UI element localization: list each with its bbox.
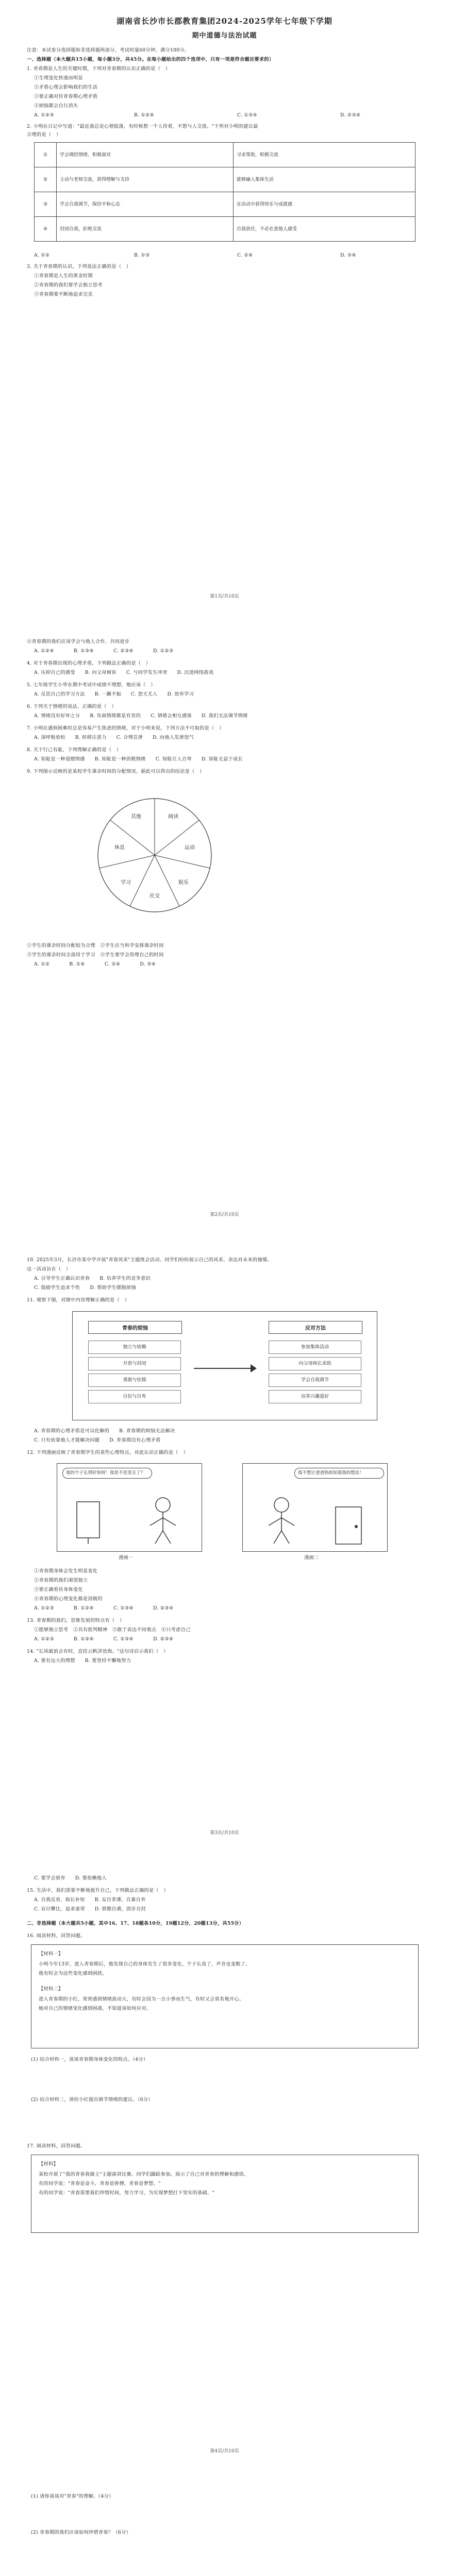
q9-option: ③学生的课余时间全部用于学习 ④学生要学会管理自己的时间	[27, 952, 164, 958]
material-label: 【材料一】	[39, 1951, 63, 1957]
material-text: 她对自己的情绪变化感到困惑，不知道该如何应对。	[39, 2006, 152, 2011]
page-footer: 第4页/共10页	[210, 2449, 239, 2454]
table-cell: 能够融入集体生活	[234, 167, 415, 192]
speech-bubble: 我不想让爸爸妈妈知道我的想法！	[294, 1468, 384, 1479]
q11-stem: 11. 观察下图，对图中内容理解正确的是（ ）	[27, 1297, 129, 1303]
page-footer: 第1页/共10页	[210, 594, 239, 599]
diagram-item: 自信与自卑	[88, 1390, 181, 1403]
diagram-right-title: 应对方法	[269, 1321, 362, 1334]
q1-choice-c: C. ①③④	[237, 112, 258, 118]
pie-label: 学习	[121, 880, 131, 886]
door-icon	[325, 1505, 377, 1546]
page-footer: 第2页/共10页	[210, 1212, 239, 1217]
material-text: 他有时会为这些变化感到困扰。	[39, 1971, 107, 1976]
table-cell: 自我放任，不必在意他人感受	[234, 217, 415, 242]
q14-stem: 14. "长风破浪会有时，直挂云帆济沧海。"这句诗启示我们（ ）	[27, 1649, 169, 1654]
q2-choice-b: B. ①③	[134, 252, 150, 258]
q8-choices: A. 知耻是一种道德情感 B. 知耻是一种消极情绪 C. 知耻让人自卑 D. 知耻无益于成长	[34, 756, 243, 762]
q17-material-box	[31, 2155, 419, 2233]
material-label: 【材料】	[39, 2161, 58, 2167]
q10-choices: A. 引导学生正确认识青春 B. 培养学生的竞争意识	[34, 1276, 151, 1281]
q2-stem-cont: 合理的是（ ）	[27, 132, 61, 138]
q16-material-box	[31, 1944, 419, 2048]
page-4	[0, 1855, 449, 2463]
pie-label: 其他	[131, 814, 141, 820]
diagram-item: 参加集体活动	[269, 1341, 361, 1354]
q14-choices: C. 要学会放弃 D. 要依赖他人	[34, 1875, 107, 1881]
q15-stem: 15. 生活中，我们需要不断地提升自己，下列做法正确的是（ ）	[27, 1888, 169, 1893]
q16-stem: 16. 阅读材料，回答问题。	[27, 1933, 86, 1939]
q9-stem: 9. 下列图示反映的是某校学生课余时间的分配情况，据此可以得出的结论是（ ）	[27, 769, 205, 774]
page-5	[0, 2473, 449, 2576]
q2-choice-d: D. ③④	[340, 252, 356, 258]
diagram-item: 培养兴趣爱好	[269, 1390, 361, 1403]
table-cell: ①	[35, 143, 57, 167]
q2-choice-a: A. ①②	[34, 252, 50, 258]
q13-stem: 13. 青春期的我们，思维发展的特点有（ ）	[27, 1618, 125, 1623]
q3-option: ②青春期的我们要学会独立思考	[34, 282, 103, 288]
q11-choices: C. 只有依靠他人才能解决问题 D. 青春期没有心理矛盾	[34, 1437, 161, 1443]
material-text: 某校开展了"我的青春我做主"主题演讲比赛。同学们踊跃参加，展示了自己对青春的理解和感悟。	[39, 2172, 249, 2177]
table-cell: 在活动中获得快乐与成就感	[234, 192, 415, 217]
q16-subquestion: (1) 结合材料一，谈谈青春期身体变化的特点。（4分）	[31, 2057, 148, 2062]
mirror-icon	[73, 1500, 104, 1546]
q17-subquestion: (2) 青春期的我们应该如何珍惜青春？（6分）	[31, 2530, 131, 2535]
table-cell: 学会自我调节，保持平和心态	[57, 192, 234, 217]
diagram-item: 向父母师长求助	[269, 1357, 361, 1370]
q7-stem: 7. 小明在遇到困难时总是容易产生焦虑的情绪，对于小明来说，下列方法不可取的是（ ）	[27, 725, 224, 731]
q13-options: ①能够独立思考 ②具有批判精神 ③敢于表达不同观点 ④只考虑自己	[34, 1627, 191, 1633]
diagram-left-title: 青春的烦恼	[88, 1321, 182, 1334]
section-one-heading: 一、选择题（本大题共15小题，每小题3分，共45分。在每小题给出的四个选项中，只有一项是符合题目要求的）	[27, 57, 274, 62]
q3-choices: A. ①②④ B. ①③④ C. ②③④ D. ①②③	[34, 648, 174, 654]
comic-caption-2: 漫画二	[304, 1555, 319, 1561]
pie-label: 社交	[149, 893, 160, 899]
diagram-item: 勇敢与怯懦	[88, 1374, 181, 1387]
q16-subquestion: (2) 结合材料二，请给小红提出调节情绪的建议。（6分）	[31, 2097, 153, 2103]
q7-choices: A. 深呼吸放松 B. 转移注意力 C. 合理宣泄 D. 向他人发泄怒气	[34, 735, 194, 740]
material-text: 有的同学说："青春是奋斗，青春是拼搏，青春是梦想。"	[39, 2181, 161, 2187]
q5-stem: 5. 七年级学生小华在期中考试中成绩不理想，她应该（ ）	[27, 682, 156, 688]
q11-diagram	[72, 1311, 377, 1420]
arrow-icon	[191, 1358, 258, 1379]
pie-label: 运动	[185, 845, 195, 851]
page-1	[0, 0, 449, 608]
q15-choices: C. 盲目攀比，追求虚荣 D. 骄傲自满，固步自封	[34, 1906, 146, 1912]
comic-panel-2	[242, 1463, 388, 1552]
q1-option: ④烦恼都会自行消失	[34, 103, 78, 109]
page-2	[0, 618, 449, 1226]
q3-option: ④青春期的我们应该学会与他人合作，共同进步	[27, 639, 130, 645]
q3-option: ③青春期要不断地追求完美	[34, 292, 93, 297]
q4-stem: 4. 对于青春期出现的心理矛盾，下列做法正确的是（ ）	[27, 660, 151, 666]
pie-label: 休息	[114, 845, 125, 851]
document-title: 湖南省长沙市长郡教育集团2024-2025学年七年级下学期	[117, 16, 332, 26]
comic-caption-1: 漫画一	[119, 1555, 134, 1561]
material-text: 有的同学说："青春需要我们珍惜时间，努力学习，为实现梦想打下坚实的基础。"	[39, 2190, 215, 2196]
q13-choices: A. ①②③ B. ①②④ C. ①③④ D. ②③④	[34, 1636, 174, 1642]
material-label: 【材料二】	[39, 1986, 63, 1992]
q5-choices: A. 反思自己的学习方法 B. 一蹶不振 C. 怨天尤人 D. 放弃学习	[34, 691, 194, 697]
q3-option: ①青春期是人生的黄金时期	[34, 273, 93, 279]
table-cell: ②	[35, 167, 57, 192]
q10-choices: C. 鼓励学生追求个性 D. 帮助学生摆脱烦恼	[34, 1285, 136, 1291]
table-cell: ③	[35, 192, 57, 217]
q15-choices: A. 自我反省，取长补短 B. 妄自菲薄，自暴自弃	[34, 1897, 146, 1903]
q1-choice-b: B. ①②④	[134, 112, 155, 118]
q1-choice-d: D. ②③④	[340, 112, 361, 118]
table-cell: 主动与老师交流，获得理解与支持	[57, 167, 234, 192]
material-text: 进入青春期的小红，常常感到情绪波动大，有时会因为一点小事而生气，有时又会莫名地开心。	[39, 1996, 244, 2002]
q9-choices: A. ①② B. ①④ C. ②④ D. ③④	[34, 961, 156, 967]
q6-choices: A. 情绪没有好坏之分 B. 负面情绪都是有害的 C. 情绪会相互感染 D. 我们无法调节情绪	[34, 713, 248, 719]
diagram-item: 开放与封闭	[88, 1357, 181, 1370]
q1-option: ②矛盾心理会影响我们的生活	[34, 84, 98, 90]
q10-stem: 10. 2025年3月，长沙市某中学开展"青春风采"主题班会活动。同学们纷纷展示自己的风采，表达对未来的憧憬。	[27, 1257, 272, 1263]
q12-option: ④青春期的心理变化都是消极的	[34, 1596, 103, 1602]
table-cell: 封闭自我，拒绝交流	[57, 217, 234, 242]
q11-choices: A. 青春期的心理矛盾是可以化解的 B. 青春期的烦恼无法解决	[34, 1428, 175, 1434]
q17-stem: 17. 阅读材料，回答问题。	[27, 2143, 86, 2149]
document-subtitle: 期中道德与法治试题	[192, 32, 257, 40]
table-cell: 寻求帮助，积极交流	[234, 143, 415, 167]
pie-label: 娱乐	[178, 880, 189, 886]
q3-stem: 3. 关于青春期的认识，下列说法正确的是（ ）	[27, 264, 131, 269]
student-figure-icon	[135, 1495, 191, 1546]
q1-stem: 1. 青春期是人生的关键时期，下列对青春期的认识正确的是（ ）	[27, 66, 171, 72]
q1-option: ①生理变化快速而明显	[34, 75, 83, 81]
page-footer: 第3页/共10页	[210, 1831, 239, 1836]
q9-option: ①学生的课余时间分配较为合理 ②学生应当科学安排课余时间	[27, 943, 164, 948]
intro-note: 注意：本试卷分选择题和非选择题两部分，考试时量60分钟，满分100分。	[27, 47, 190, 53]
student-figure-icon	[253, 1495, 310, 1546]
page-3	[0, 1236, 449, 1844]
material-text: 小明今年13岁，进入青春期后，他发现自己的身体发生了很多变化，个子长高了，声音也变粗了。	[39, 1961, 251, 1967]
q2-table	[34, 142, 415, 242]
diagram-item: 独立与依赖	[88, 1341, 181, 1354]
q1-choice-a: A. ①②③	[34, 112, 54, 118]
q12-option: ②青春期的我们渴望独立	[34, 1578, 88, 1583]
q10-stem-cont: 这一活动旨在（ ）	[27, 1266, 71, 1272]
q2-stem: 2. 小明在日记中写道："最近我总是心情低落，有时候想一个人待着，不想与人交流。"下列对小明的建议最	[27, 124, 258, 129]
section-two-heading: 二、非选择题（本大题共5小题，其中16、17、18题各10分，19题12分，20题13分，共55分）	[27, 1921, 244, 1926]
diagram-item: 学会自我调节	[269, 1374, 361, 1387]
pie-diagram	[88, 788, 222, 922]
pie-label: 阅读	[168, 814, 178, 820]
q17-subquestion: (1) 请你谈谈对"青春"的理解。（4分）	[31, 2494, 114, 2499]
q4-choices: A. 压抑自己的感受 B. 向父母倾诉 C. 与同学发生冲突 D. 沉迷网络游戏	[34, 670, 214, 675]
speech-bubble: 我的个子长得好快呀！我是不是变丑了？	[62, 1468, 152, 1479]
q12-stem: 12. 下列漫画反映了青春期学生的某些心理特点，对此认识正确的是（ ）	[27, 1450, 188, 1455]
q6-stem: 6. 下列关于情绪的说法，正确的是（ ）	[27, 704, 117, 709]
q8-stem: 8. 关于行己有耻，下列理解正确的是（ ）	[27, 747, 122, 753]
table-cell: 学会调控情绪，积极面对	[57, 143, 234, 167]
q14-choices: A. 要有远大的理想 B. 要坚持不懈地努力	[34, 1658, 131, 1664]
table-cell: ④	[35, 217, 57, 242]
q1-option: ③要正确对待青春期心理矛盾	[34, 94, 98, 99]
comic-panel-1	[57, 1463, 202, 1552]
q2-choice-c: C. ②④	[237, 252, 253, 258]
q12-option: ③要正确看待身体变化	[34, 1587, 83, 1592]
q12-option: ①青春期身体会发生明显变化	[34, 1568, 98, 1574]
q12-choices: A. ①②③ B. ①②④ C. ①③④ D. ②③④	[34, 1605, 174, 1611]
